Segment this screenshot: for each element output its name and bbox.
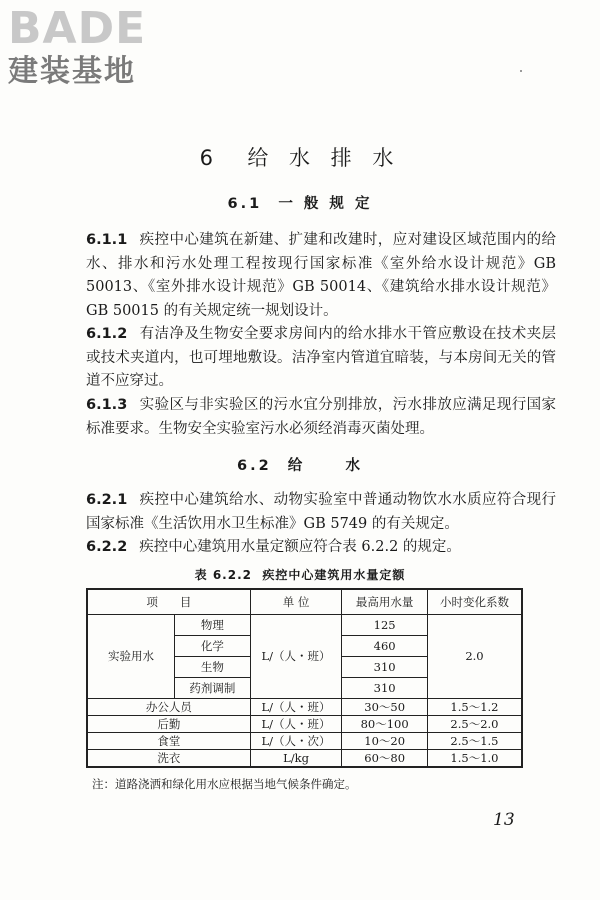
paragraph-6-2-2 [86,536,556,560]
lab-max: 125 [342,615,428,636]
row-item: 后勤 [87,716,250,733]
clause-number: 6.1.3 [86,397,128,413]
row-max: 30～50 [342,699,428,716]
watermark-logo [8,3,178,90]
clause-text: 疾控中心建筑在新建、扩建和改建时，应对建设区域范围内的给水、排水和污水处理工程按现行国家标准《室外给水设计规范》GB 50013、《室外排水设计规范》GB 50014、《建筑给水排水设计规范》GB 50015 的有关规定统一规划设计。 [86,232,556,319]
table-note: 注：道路浇洒和绿化用水应根据当地气候条件确定。 [92,777,357,791]
lab-max: 460 [342,636,428,657]
table-row [87,716,522,733]
clause-text: 疾控中心建筑给水、动物实验室中普通动物饮水水质应符合现行国家标准《生活饮用水卫生标准》GB 5749 的有关规定。 [86,492,556,532]
row-unit: L/（人・次） [250,733,342,750]
row-max: 60～80 [342,750,428,768]
table-header-row [87,589,522,615]
section-heading-6-2: 6.2 给 水 [236,458,364,474]
row-item: 办公人员 [87,699,250,716]
row-coef: 2.5～2.0 [427,716,522,733]
paragraph-6-1-2 [86,323,556,394]
lab-coef-cell: 2.0 [427,615,522,699]
chapter-title: 6 给 水 排 水 [199,146,401,170]
row-item: 食堂 [87,733,250,750]
scan-speck [520,70,522,72]
clause-text: 疾控中心建筑用水量定额应符合表 6.2.2 的规定。 [139,539,461,555]
table-caption: 表 6.2.2 疾控中心建筑用水量定额 [194,568,406,582]
row-coef: 1.5～1.2 [427,699,522,716]
lab-group-cell: 实验用水 [87,615,175,699]
row-unit: L/（人・班） [250,716,342,733]
paragraph-6-2-1 [86,489,556,536]
page-number: 13 [493,810,515,830]
section-heading-6-1: 6.1 一 般 规 定 [227,196,373,212]
lab-max: 310 [342,657,428,678]
lab-subitem: 物理 [175,615,251,636]
row-unit: L/kg [250,750,342,768]
lab-max: 310 [342,678,428,699]
table-row [87,615,522,636]
row-item: 洗衣 [87,750,250,768]
lab-subitem: 药剂调制 [175,678,251,699]
header-max: 最高用水量 [342,589,428,615]
paragraph-6-1-1 [86,229,556,323]
row-max: 10～20 [342,733,428,750]
clause-number: 6.1.2 [86,326,128,342]
clause-text: 实验区与非实验区的污水宜分别排放，污水排放应满足现行国家标准要求。生物安全实验室污水必须经消毒灭菌处理。 [86,397,556,437]
row-coef: 1.5～1.0 [427,750,522,768]
clause-number: 6.2.1 [86,492,128,508]
header-item: 项 目 [87,589,250,615]
table-row [87,699,522,716]
paragraph-6-1-3 [86,394,556,441]
clause-number: 6.1.1 [86,232,128,248]
table-row [87,750,522,768]
clause-number: 6.2.2 [86,539,128,555]
lab-unit-cell: L/（人・班） [250,615,342,699]
header-coef: 小时变化系数 [427,589,522,615]
logo-subtitle: 建装基地 [8,54,136,89]
lab-subitem: 化学 [175,636,251,657]
row-coef: 2.5～1.5 [427,733,522,750]
water-quota-table [86,588,523,768]
lab-subitem: 生物 [175,657,251,678]
table-row [87,733,522,750]
row-max: 80～100 [342,716,428,733]
row-unit: L/（人・班） [250,699,342,716]
logo-brand: BADE [8,3,147,54]
header-unit: 单 位 [250,589,342,615]
clause-text: 有洁净及生物安全要求房间内的给水排水干管应敷设在技术夹层或技术夹道内，也可埋地敷设。洁净室内管道宜暗装，与本房间无关的管道不应穿过。 [86,326,556,389]
